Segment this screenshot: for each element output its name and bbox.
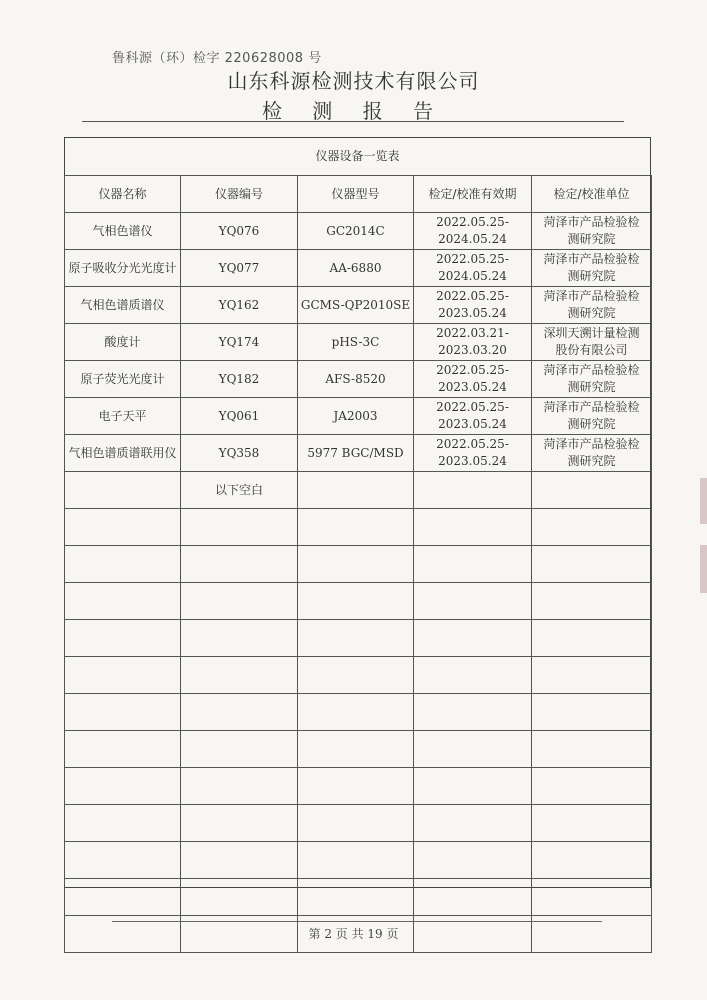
validity-period xyxy=(414,213,532,250)
empty-cell xyxy=(414,805,532,842)
empty-cell xyxy=(65,805,181,842)
instrument-model: AA-6880 xyxy=(298,250,414,287)
empty-cell xyxy=(65,509,181,546)
validity-start: 2022.05.25- xyxy=(436,400,509,414)
empty-cell xyxy=(298,472,414,509)
empty-cell xyxy=(532,731,652,768)
calibration-unit-line: 测研究院 xyxy=(567,269,616,283)
validity-end: 2023.03.20 xyxy=(438,343,507,357)
table-row xyxy=(65,398,652,435)
calibration-unit-line: 菏泽市产品检验检 xyxy=(543,289,640,303)
instrument-name: 气相色谱质谱仪 xyxy=(65,287,181,324)
validity-end: 2023.05.24 xyxy=(438,306,507,320)
validity-start: 2022.03.21- xyxy=(436,326,509,340)
instrument-name: 气相色谱质谱联用仪 xyxy=(65,435,181,472)
empty-cell xyxy=(532,620,652,657)
validity-period xyxy=(414,287,532,324)
table-row-empty xyxy=(65,842,652,879)
table-row-empty xyxy=(65,731,652,768)
empty-cell xyxy=(298,805,414,842)
empty-cell xyxy=(181,842,298,879)
instrument-model: JA2003 xyxy=(298,398,414,435)
empty-cell xyxy=(532,879,652,916)
empty-cell xyxy=(298,583,414,620)
empty-cell xyxy=(298,879,414,916)
empty-cell xyxy=(414,583,532,620)
validity-period xyxy=(414,435,532,472)
empty-cell xyxy=(181,768,298,805)
company-name: 山东科源检测技术有限公司 xyxy=(227,69,480,93)
empty-cell xyxy=(414,657,532,694)
instrument-model: pHS-3C xyxy=(298,324,414,361)
validity-period xyxy=(414,398,532,435)
empty-cell xyxy=(414,731,532,768)
calibration-unit-line: 测研究院 xyxy=(567,417,616,431)
column-header-name: 仪器名称 xyxy=(65,176,181,213)
empty-cell xyxy=(298,842,414,879)
instrument-name: 酸度计 xyxy=(65,324,181,361)
empty-cell xyxy=(532,842,652,879)
calibration-unit xyxy=(532,361,652,398)
calibration-unit-line: 股份有限公司 xyxy=(555,343,628,357)
instrument-model: 5977 BGC/MSD xyxy=(298,435,414,472)
page-number: 第 2 页 共 19 页 xyxy=(308,927,399,941)
empty-cell xyxy=(414,509,532,546)
validity-period xyxy=(414,361,532,398)
instrument-code: YQ076 xyxy=(181,213,298,250)
table-row xyxy=(65,361,652,398)
empty-cell xyxy=(65,546,181,583)
table-title: 仪器设备一览表 xyxy=(315,149,400,163)
empty-cell xyxy=(181,879,298,916)
header-rule xyxy=(82,121,624,122)
page-edge-mark xyxy=(700,545,707,593)
empty-cell xyxy=(414,546,532,583)
table-row-empty xyxy=(65,768,652,805)
column-header-validity: 检定/校准有效期 xyxy=(414,176,532,213)
calibration-unit xyxy=(532,287,652,324)
calibration-unit xyxy=(532,250,652,287)
empty-cell xyxy=(414,472,532,509)
empty-cell xyxy=(65,768,181,805)
validity-start: 2022.05.25- xyxy=(436,363,509,377)
table-row-blank-note xyxy=(65,472,652,509)
validity-start: 2022.05.25- xyxy=(436,437,509,451)
table-row xyxy=(65,250,652,287)
validity-end: 2024.05.24 xyxy=(438,232,507,246)
empty-cell xyxy=(298,694,414,731)
empty-cell xyxy=(298,620,414,657)
column-header-code: 仪器编号 xyxy=(181,176,298,213)
instrument-name: 电子天平 xyxy=(65,398,181,435)
table-row-empty xyxy=(65,694,652,731)
empty-cell xyxy=(532,546,652,583)
empty-cell xyxy=(65,620,181,657)
empty-cell xyxy=(532,694,652,731)
calibration-unit xyxy=(532,324,652,361)
empty-cell xyxy=(414,879,532,916)
equipment-table xyxy=(64,175,652,953)
instrument-name: 气相色谱仪 xyxy=(65,213,181,250)
instrument-model: GC2014C xyxy=(298,213,414,250)
table-row-empty xyxy=(65,805,652,842)
empty-cell xyxy=(65,879,181,916)
calibration-unit-line: 测研究院 xyxy=(567,232,616,246)
empty-cell xyxy=(65,583,181,620)
instrument-code: YQ358 xyxy=(181,435,298,472)
validity-period xyxy=(414,324,532,361)
empty-cell xyxy=(298,509,414,546)
instrument-code: YQ162 xyxy=(181,287,298,324)
empty-cell xyxy=(532,583,652,620)
validity-start: 2022.05.25- xyxy=(436,215,509,229)
validity-period xyxy=(414,250,532,287)
empty-cell xyxy=(181,694,298,731)
empty-cell xyxy=(532,657,652,694)
empty-cell xyxy=(414,842,532,879)
report-title: 检 测 报 告 xyxy=(261,99,446,123)
empty-cell xyxy=(181,657,298,694)
column-header-model: 仪器型号 xyxy=(298,176,414,213)
calibration-unit-line: 测研究院 xyxy=(567,454,616,468)
empty-cell xyxy=(532,768,652,805)
calibration-unit-line: 测研究院 xyxy=(567,380,616,394)
calibration-unit xyxy=(532,435,652,472)
table-row xyxy=(65,287,652,324)
instrument-code: YQ182 xyxy=(181,361,298,398)
calibration-unit-line: 菏泽市产品检验检 xyxy=(543,400,640,414)
empty-cell xyxy=(298,768,414,805)
empty-cell xyxy=(532,472,652,509)
calibration-unit xyxy=(532,213,652,250)
empty-cell xyxy=(414,620,532,657)
calibration-unit xyxy=(532,398,652,435)
empty-cell xyxy=(414,768,532,805)
empty-cell xyxy=(414,694,532,731)
table-header-row xyxy=(65,176,652,213)
table-row-empty xyxy=(65,509,652,546)
empty-cell xyxy=(65,657,181,694)
table-row xyxy=(65,324,652,361)
instrument-code: YQ061 xyxy=(181,398,298,435)
column-header-unit: 检定/校准单位 xyxy=(532,176,652,213)
empty-cell xyxy=(298,546,414,583)
instrument-model: AFS-8520 xyxy=(298,361,414,398)
validity-end: 2023.05.24 xyxy=(438,454,507,468)
blank-note: 以下空白 xyxy=(181,472,298,509)
instrument-code: YQ077 xyxy=(181,250,298,287)
empty-cell xyxy=(181,620,298,657)
table-row xyxy=(65,213,652,250)
instrument-name: 原子荧光光度计 xyxy=(65,361,181,398)
validity-start: 2022.05.25- xyxy=(436,252,509,266)
empty-cell xyxy=(298,657,414,694)
instrument-code: YQ174 xyxy=(181,324,298,361)
validity-end: 2023.05.24 xyxy=(438,380,507,394)
calibration-unit-line: 深圳天溯计量检测 xyxy=(543,326,640,340)
validity-end: 2023.05.24 xyxy=(438,417,507,431)
empty-cell xyxy=(181,509,298,546)
instrument-name: 原子吸收分光光度计 xyxy=(65,250,181,287)
empty-cell xyxy=(532,805,652,842)
empty-cell xyxy=(181,546,298,583)
empty-cell xyxy=(65,694,181,731)
calibration-unit-line: 测研究院 xyxy=(567,306,616,320)
empty-cell xyxy=(532,509,652,546)
empty-cell xyxy=(65,472,181,509)
empty-cell xyxy=(181,731,298,768)
table-row-empty xyxy=(65,583,652,620)
table-row xyxy=(65,435,652,472)
calibration-unit-line: 菏泽市产品检验检 xyxy=(543,437,640,451)
report-number: 鲁科源（环）检字 220628008 号 xyxy=(112,51,322,66)
page-edge-mark xyxy=(700,478,707,524)
table-row-empty xyxy=(65,657,652,694)
validity-start: 2022.05.25- xyxy=(436,289,509,303)
calibration-unit-line: 菏泽市产品检验检 xyxy=(543,252,640,266)
calibration-unit-line: 菏泽市产品检验检 xyxy=(543,215,640,229)
calibration-unit-line: 菏泽市产品检验检 xyxy=(543,363,640,377)
empty-cell xyxy=(298,731,414,768)
instrument-model: GCMS-QP2010SE xyxy=(298,287,414,324)
footer-rule xyxy=(112,921,602,922)
empty-cell xyxy=(65,842,181,879)
empty-cell xyxy=(181,805,298,842)
table-row-empty xyxy=(65,620,652,657)
empty-cell xyxy=(65,731,181,768)
table-row-empty xyxy=(65,879,652,916)
validity-end: 2024.05.24 xyxy=(438,269,507,283)
empty-cell xyxy=(181,583,298,620)
table-row-empty xyxy=(65,546,652,583)
